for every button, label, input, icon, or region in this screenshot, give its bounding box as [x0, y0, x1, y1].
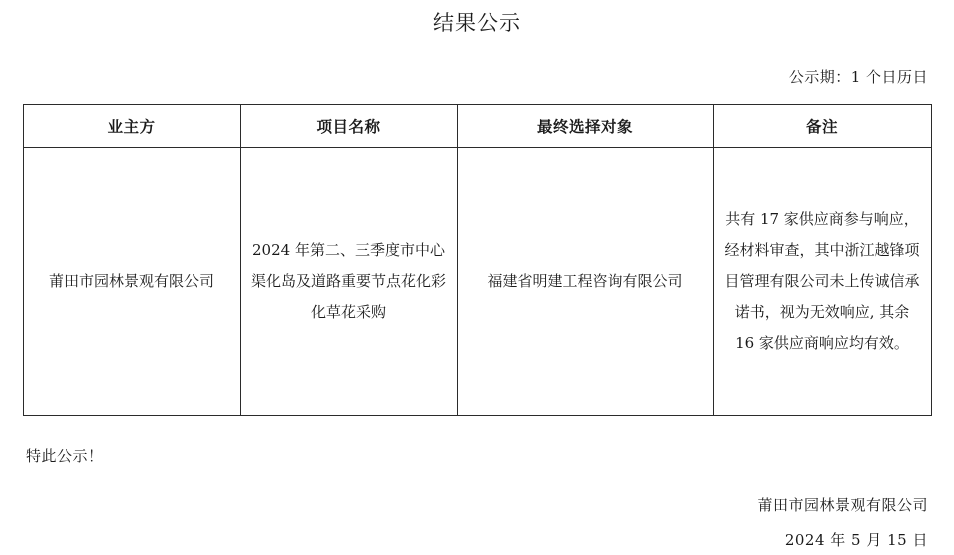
column-header-owner: 业主方 [23, 105, 240, 148]
notice-text: 特此公示！ [26, 447, 104, 465]
cell-project: 2024 年第二、三季度市中心渠化岛及道路重要节点花化彩化草花采购 [240, 148, 457, 416]
column-header-project: 项目名称 [240, 105, 457, 148]
cell-winner: 福建省明建工程咨询有限公司 [457, 148, 713, 416]
publicity-period: 公示期：1 个日历日 [788, 68, 928, 86]
column-header-remark: 备注 [713, 105, 931, 148]
cell-remark: 共有 17 家供应商参与响应，经材料审查，其中浙江越锋项目管理有限公司未上传诚信承诺书，视为无效响应, 其余 16 家供应商响应均有效。 [713, 148, 931, 416]
signature-company: 莆田市园林景观有限公司 [757, 496, 928, 514]
table-header-row [23, 105, 931, 148]
signature-date: 2024 年 5 月 15 日 [784, 531, 928, 549]
cell-owner: 莆田市园林景观有限公司 [23, 148, 240, 416]
document-page [0, 8, 954, 555]
column-header-winner: 最终选择对象 [457, 105, 713, 148]
table-row [23, 148, 931, 416]
result-table [23, 104, 932, 416]
page-title: 结果公示 [433, 11, 521, 35]
